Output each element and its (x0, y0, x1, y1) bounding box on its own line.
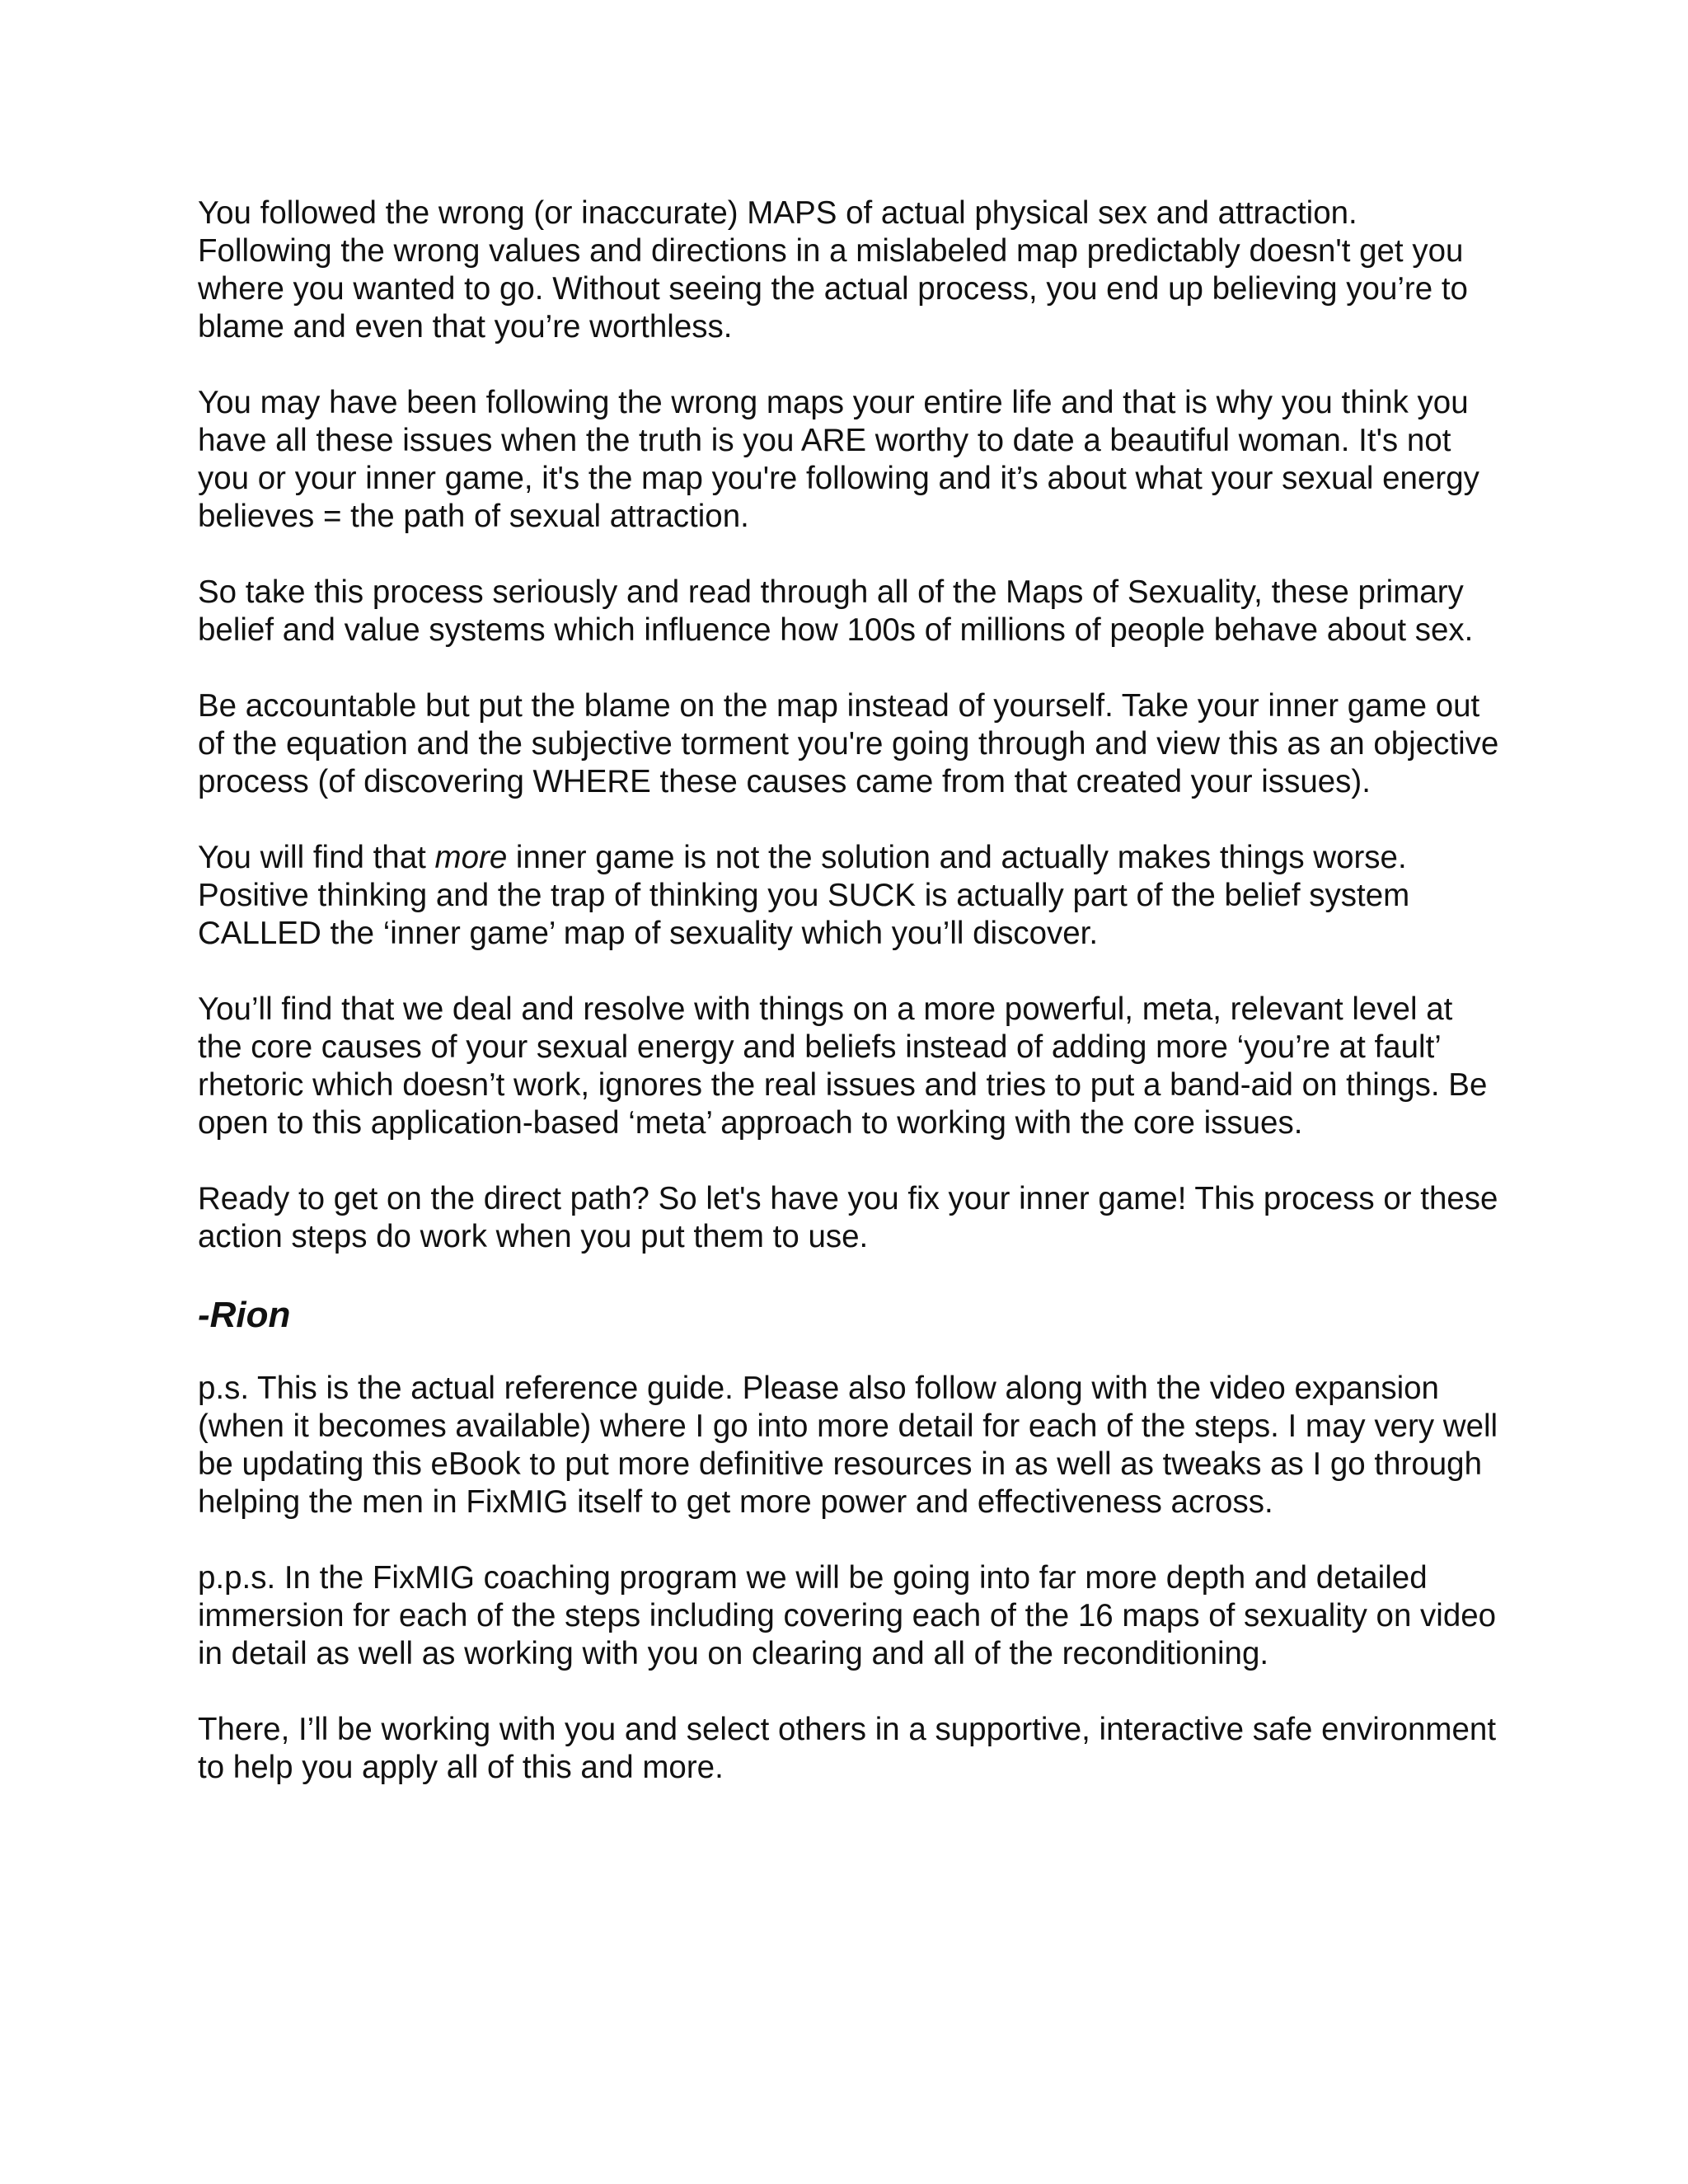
paragraph-take-process-seriously: So take this process seriously and read through all of the Maps of Sexuality, these primary belief and value systems which influence how 100s of millions of people behave about sex. (198, 574, 1474, 648)
paragraph-wrong-maps: You followed the wrong (or inaccurate) MAPS of actual physical sex and attraction. Following the wrong values and directions in a mislabeled map predictably doesn't get you where you wanted to go. Without seeing the actual process, you end up believing you’re to blame and even that you’re worthless. (198, 195, 1468, 344)
paragraph-text: inner game is not the solution and actually makes things worse. Positive thinking and the trap of thinking you SUCK is actually part of the belief system CALLED the ‘inner game’ map of sexuality which you’ll discover. (198, 840, 1410, 951)
paragraph-more-inner-game (198, 839, 1500, 953)
paragraph-meta-approach: You’ll find that we deal and resolve with things on a more powerful, meta, relevant level at the core causes of your sexual energy and beliefs instead of adding more ‘you’re at fault’ rhetoric which doesn’t work, ignores the real issues and tries to put a band-aid on things. Be open to this application-based ‘meta’ approach to working with the core issues. (198, 991, 1488, 1141)
paragraph-pps: p.p.s. In the FixMIG coaching program we will be going into far more depth and detailed immersion for each of the steps including covering each of the 16 maps of sexuality on video in detail as well as working with you on clearing and all of the reconditioning. (198, 1560, 1497, 1671)
paragraph-ready: Ready to get on the direct path? So let's have you fix your inner game! This process or these action steps do work when you put them to use. (198, 1181, 1498, 1254)
document-page (198, 194, 1500, 1825)
emphasis-more: more (434, 840, 508, 875)
paragraph-text: You will find that (198, 840, 435, 875)
paragraph-closing: There, I’ll be working with you and select others in a supportive, interactive safe environment to help you apply all of this and more. (198, 1712, 1497, 1785)
paragraph-be-accountable: Be accountable but put the blame on the map instead of yourself. Take your inner game out of the equation and the subjective torment you're going through and view this as an objective process (of discovering WHERE these causes came from that created your issues). (198, 688, 1499, 799)
signature: -Rion (198, 1295, 291, 1335)
paragraph-ps: p.s. This is the actual reference guide. Please also follow along with the video expansion (when it becomes available) where I go into more detail for each of the steps. I may very well be updating this eBook to put more definitive resources in as well as tweaks as I go through helping the men in FixMIG itself to get more power and effectiveness across. (198, 1371, 1498, 1520)
paragraph-following-maps: You may have been following the wrong maps your entire life and that is why you think you have all these issues when the truth is you ARE worthy to date a beautiful woman. It's not you or your inner game, it's the map you're following and it’s about what your sexual energy believes = the path of sexual attraction. (198, 385, 1479, 534)
